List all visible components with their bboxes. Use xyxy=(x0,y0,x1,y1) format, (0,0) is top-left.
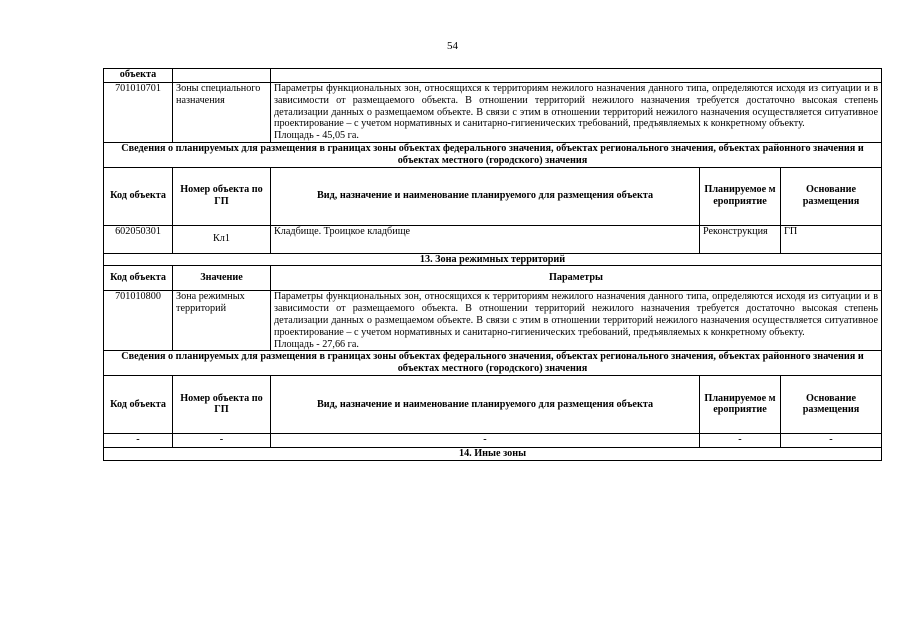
empty-value: - xyxy=(700,433,781,447)
zone-parameters-cell xyxy=(271,291,882,351)
zone-row-special xyxy=(104,83,882,143)
zones-table xyxy=(103,68,882,461)
zone-name: Зона режимных территорий xyxy=(173,291,271,351)
col-header-kind: Вид, назначение и наименование планируемого для размещения объекта xyxy=(271,167,700,225)
object-row xyxy=(104,225,882,253)
object-planned: Реконструкция xyxy=(700,225,781,253)
empty-value: - xyxy=(173,433,271,447)
zone-parameters-text: Параметры функциональных зон, относящихся к территориям нежилого назначения данного типа, определяются исходя из ситуации и в зависимости от размещаемого объекта. В отношении территорий нежилого назначения требуется достаточно высокая степень детализации данных о размещаемом объекте. В связи с этим в отношении территорий нежилого назначения осуществляется ситуативное проектирование – с учетом нормативных и санитарно-гигиенических требований, предъявляемых к конкретному объекту. xyxy=(274,291,879,338)
zone-name: Зоны специального назначения xyxy=(173,83,271,143)
zone-col-header-parameters: Параметры xyxy=(271,266,882,291)
zone-col-header-code: Код объекта xyxy=(104,266,173,291)
zone-area: Площадь - 27,66 га. xyxy=(274,338,359,350)
object-number: Кл1 xyxy=(173,225,271,253)
zone-header-row xyxy=(104,266,882,291)
col-header-code: Код объекта xyxy=(104,375,173,433)
empty-cell xyxy=(271,69,882,83)
col-header-planned: Планируемое мероприятие xyxy=(700,375,781,433)
planned-objects-title-row xyxy=(104,142,882,167)
page-number: 54 xyxy=(447,40,458,52)
section-13-title: 13. Зона режимных территорий xyxy=(104,253,882,266)
section-14-row xyxy=(104,447,882,460)
zone-area: Площадь - 45,05 га. xyxy=(274,130,359,142)
continuation-header-row xyxy=(104,69,882,83)
col-header-planned: Планируемое мероприятие xyxy=(700,167,781,225)
objects-header-row xyxy=(104,375,882,433)
col-header-basis: Основание размещения xyxy=(781,167,882,225)
header-code-cell: объекта xyxy=(104,69,173,83)
zone-row-regime xyxy=(104,291,882,351)
objects-header-row xyxy=(104,167,882,225)
section-14-title: 14. Иные зоны xyxy=(104,447,882,460)
zone-parameters-cell xyxy=(271,83,882,143)
empty-cell xyxy=(173,69,271,83)
zone-parameters-text: Параметры функциональных зон, относящихся к территориям нежилого назначения данного типа, определяются исходя из ситуации и в зависимости от размещаемого объекта. В отношении территорий нежилого назначения требуется достаточно высокая степень детализации данных о размещаемом объекте. В связи с этим в отношении территорий нежилого назначения осуществляется ситуативное проектирование – с учетом нормативных и санитарно-гигиенических требований, предъявляемых к конкретному объекту. xyxy=(274,83,879,130)
col-header-number: Номер объекта по ГП xyxy=(173,167,271,225)
empty-value: - xyxy=(104,433,173,447)
empty-value: - xyxy=(781,433,882,447)
col-header-basis: Основание размещения xyxy=(781,375,882,433)
col-header-number: Номер объекта по ГП xyxy=(173,375,271,433)
zone-code: 701010701 xyxy=(104,83,173,143)
empty-value: - xyxy=(271,433,700,447)
planned-objects-title: Сведения о планируемых для размещения в границах зоны объектах федерального значения, объектах регионального значения, объектах районного значения и объектах местного (городского) значения xyxy=(104,142,882,167)
object-code: 602050301 xyxy=(104,225,173,253)
zone-col-header-value: Значение xyxy=(173,266,271,291)
section-13-row xyxy=(104,253,882,266)
object-basis: ГП xyxy=(781,225,882,253)
col-header-code: Код объекта xyxy=(104,167,173,225)
object-kind: Кладбище. Троицкое кладбище xyxy=(271,225,700,253)
zone-code: 701010800 xyxy=(104,291,173,351)
planned-objects-title: Сведения о планируемых для размещения в границах зоны объектах федерального значения, объектах регионального значения, объектах районного значения и объектах местного (городского) значения xyxy=(104,351,882,376)
empty-object-row xyxy=(104,433,882,447)
planned-objects-title-row xyxy=(104,351,882,376)
col-header-kind: Вид, назначение и наименование планируемого для размещения объекта xyxy=(271,375,700,433)
